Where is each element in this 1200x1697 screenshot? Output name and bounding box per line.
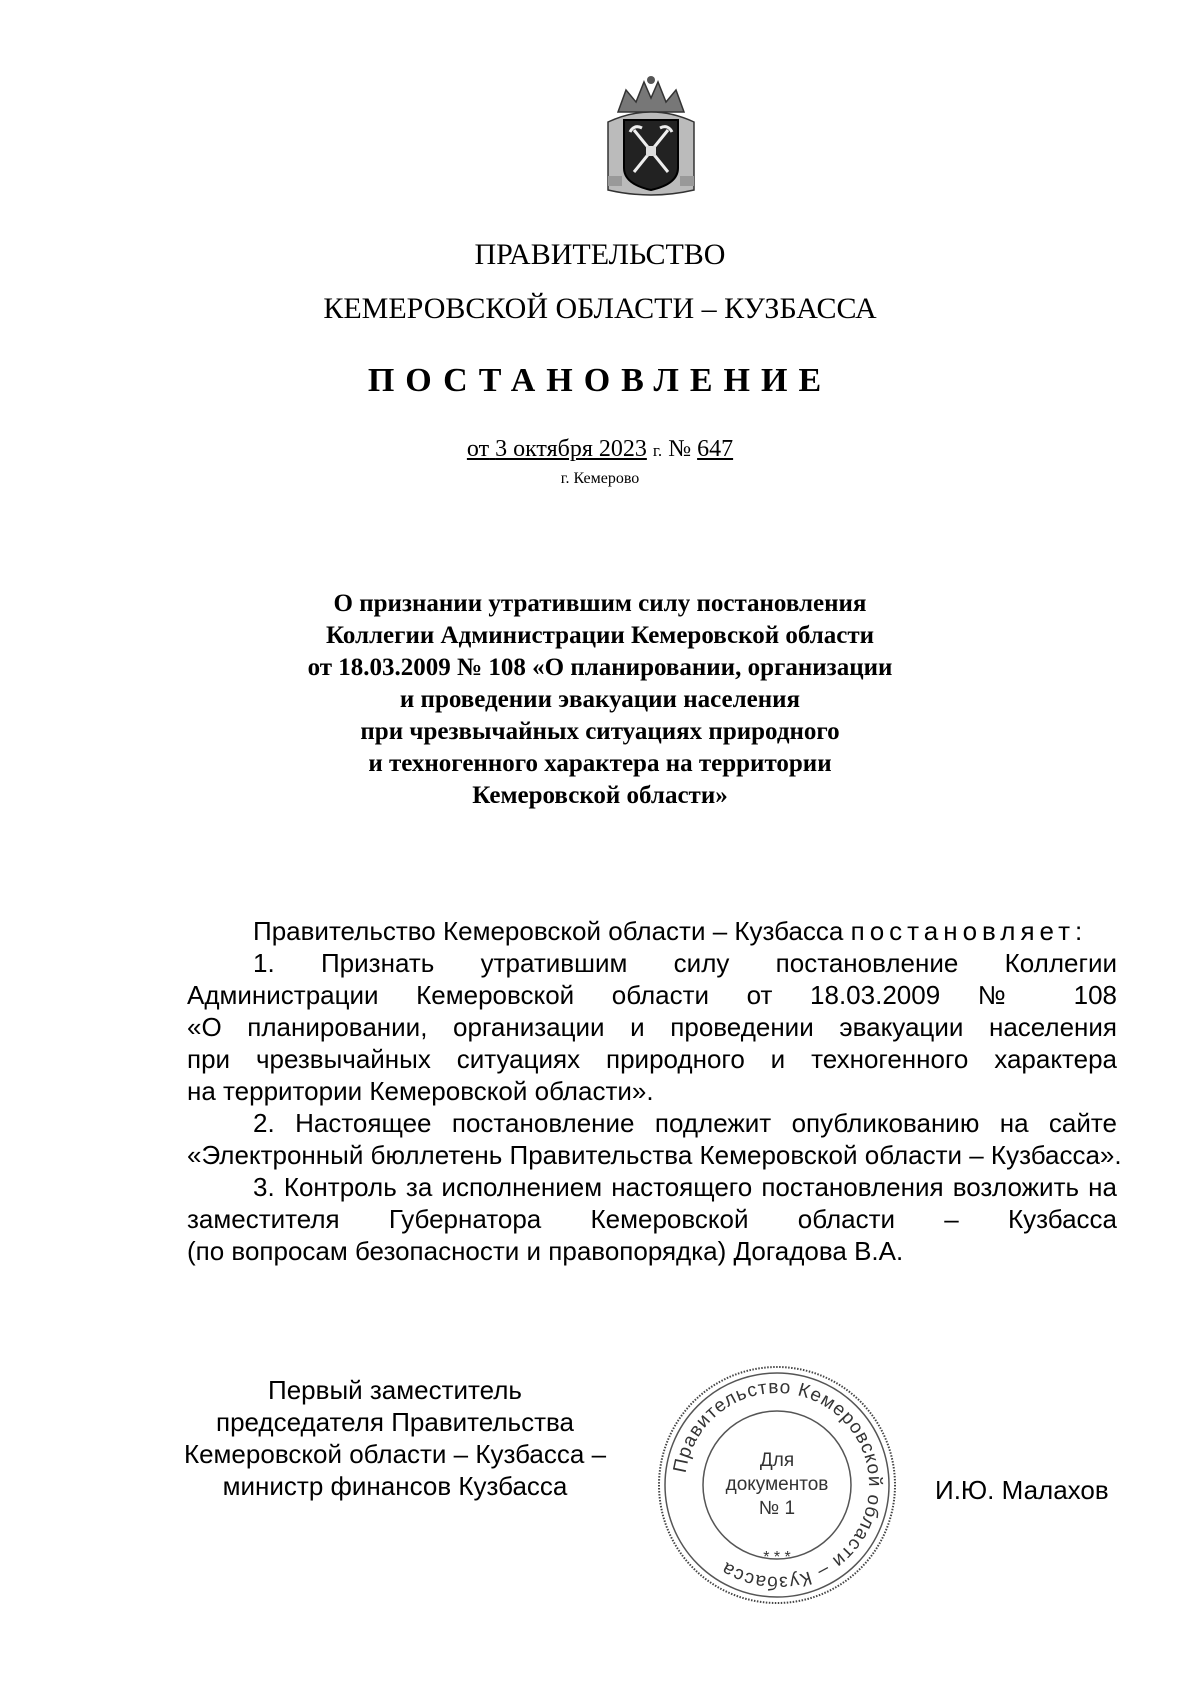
- org-name-line2: КЕМЕРОВСКОЙ ОБЛАСТИ – КУЗБАССА: [323, 292, 877, 325]
- seal-ring-text: Правительство Кемеровской области – Кузбасса: [669, 1376, 886, 1594]
- subject-line: и проведении эвакуации населения: [399, 686, 801, 713]
- subject-line: Коллегии Администрации Кемеровской области: [325, 622, 875, 649]
- position-line: Первый заместитель: [268, 1375, 522, 1405]
- subject-line: Кемеровской области»: [472, 782, 728, 809]
- item3-line: заместителя Губернатора Кемеровской области – Кузбасса: [187, 1204, 1117, 1234]
- preamble: Правительство Кемеровской области – Кузбасса постановляет:: [253, 916, 1088, 946]
- item3-line: 3. Контроль за исполнением настоящего постановления возложить на: [253, 1172, 1117, 1202]
- item1-line: «О планировании, организации и проведении эвакуации населения: [187, 1012, 1117, 1042]
- position-line: председателя Правительства: [216, 1407, 574, 1437]
- document-type-title: ПОСТАНОВЛЕНИЕ: [367, 362, 833, 399]
- document-body: [187, 915, 1122, 1267]
- item1-line: при чрезвычайных ситуациях природного и техногенного характера: [187, 1044, 1117, 1074]
- item3-line: (по вопросам безопасности и правопорядка) Догадова В.А.: [187, 1236, 904, 1266]
- preamble-verb: постановляет:: [850, 916, 1088, 946]
- document-subject: [180, 588, 1020, 812]
- item2-line: «Электронный бюллетень Правительства Кемеровской области – Кузбасса».: [187, 1140, 1122, 1170]
- seal-center-line1: Для: [759, 1450, 795, 1471]
- kuzbass-coat-of-arms-icon: [596, 72, 706, 200]
- signatory-name: И.Ю. Малахов: [935, 1475, 1109, 1505]
- issue-city: г. Кемерово: [560, 470, 640, 487]
- signatory-position: [150, 1374, 640, 1502]
- seal-center-line2: документов: [725, 1474, 829, 1495]
- year-suffix: г.: [652, 441, 663, 460]
- position-line: Кемеровской области – Кузбасса –: [183, 1439, 607, 1469]
- number-sign: №: [668, 436, 692, 462]
- subject-line: и техногенного характера на территории: [368, 750, 832, 777]
- subject-line: от 18.03.2009 № 108 «О планировании, организации: [307, 654, 893, 681]
- date-number-line: [0, 436, 1200, 463]
- document-date: 3 октября 2023: [495, 436, 647, 462]
- official-seal: [654, 1362, 900, 1608]
- item1-line: 1. Признать утратившим силу постановление Коллегии: [253, 948, 1117, 978]
- position-line: министр финансов Кузбасса: [222, 1471, 568, 1501]
- item1-line: Администрации Кемеровской области от 18.03.2009 № 108: [187, 980, 1117, 1010]
- subject-line: О признании утратившим силу постановления: [333, 590, 867, 617]
- item2-line: 2. Настоящее постановление подлежит опубликованию на сайте: [253, 1108, 1117, 1138]
- org-name-line1: ПРАВИТЕЛЬСТВО: [474, 238, 726, 271]
- seal-center-line3: № 1: [758, 1498, 796, 1519]
- date-prefix: от: [466, 436, 490, 462]
- document-number: 647: [697, 436, 734, 462]
- subject-line: при чрезвычайных ситуациях природного: [360, 718, 840, 745]
- seal-stars: * * *: [763, 1549, 791, 1566]
- item1-line: на территории Кемеровской области».: [187, 1076, 654, 1106]
